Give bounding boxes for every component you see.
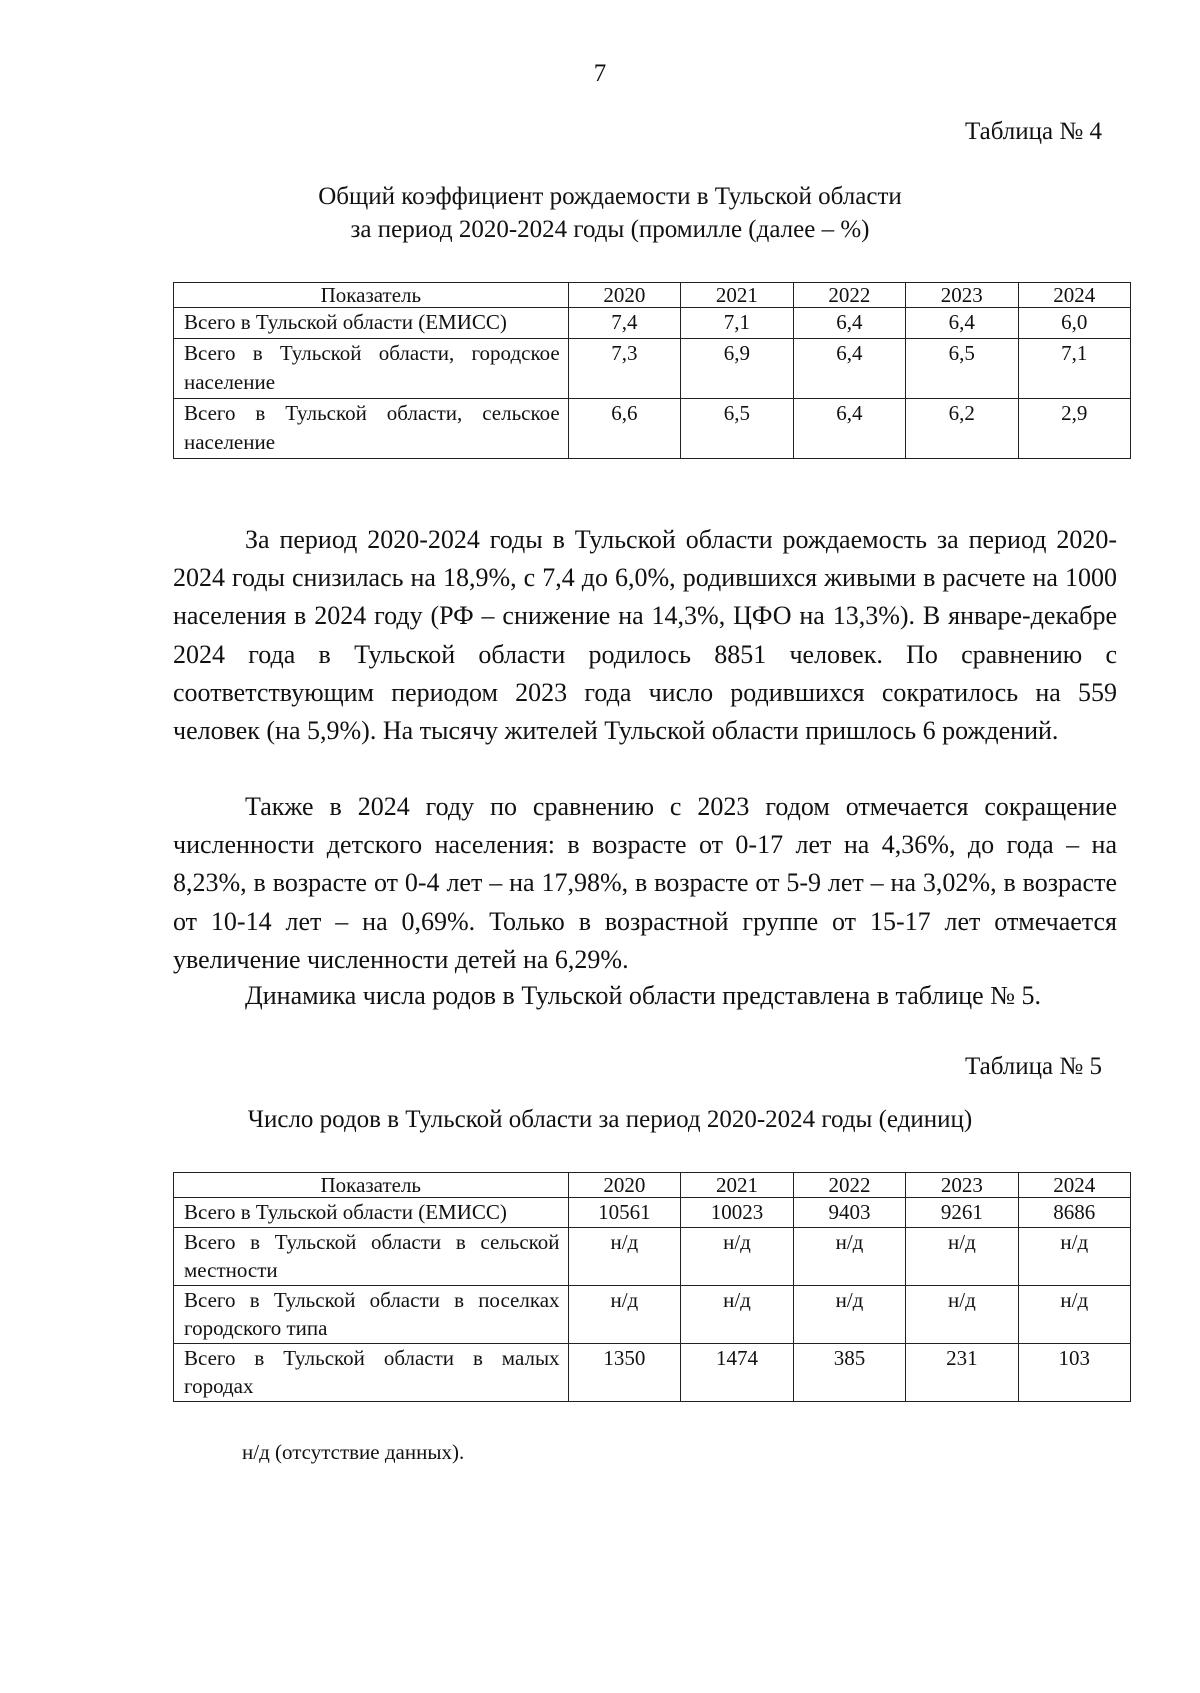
table-cell: 231 [906,1344,1018,1402]
table-row [174,308,1131,339]
table-cell: н/д [906,1228,1018,1286]
row-label: Всего в Тульской области в поселках городского типа [174,1286,569,1344]
table-cell: 385 [793,1344,905,1402]
table-5 [173,1172,1131,1402]
table-row [174,399,1131,459]
table-cell: 10023 [681,1198,794,1228]
table-cell: 6,5 [906,339,1018,399]
table-cell: 1474 [681,1344,794,1402]
footnote: н/д (отсутствие данных). [242,1440,465,1464]
table-cell: 103 [1018,1344,1130,1402]
table-5-header-cell: 2021 [681,1173,794,1198]
paragraph-child-population: Также в 2024 году по сравнению с 2023 годом отмечается сокращение численности детского населения: в возрасте от 0-17 лет на 4,36%, до года – на 8,23%, в возрасте от 0-4 лет – на 17,98%, в возрасте от 5-9 лет – на 3,02%, в возрасте от 10-14 лет – на 0,69%. Только в возрастной группе от 15-17 лет отмечается увеличение численности детей на 6,29%. [173,792,1117,974]
table-4-header-row [174,283,1131,308]
table-cell: 2,9 [1018,399,1131,459]
table-row [174,339,1131,399]
table-cell: 7,3 [568,339,680,399]
table-cell: 9403 [793,1198,905,1228]
table-5-header-cell: 2024 [1018,1173,1130,1198]
table-row [174,1198,1131,1228]
table-cell: 6,2 [906,399,1018,459]
table-4-header-cell: 2020 [568,283,680,308]
table-5-header-row [174,1173,1131,1198]
table-5-header-cell: 2023 [906,1173,1018,1198]
table-cell: 10561 [568,1198,681,1228]
table-cell: 6,4 [793,339,905,399]
table-cell: 7,1 [1018,339,1131,399]
row-label: Всего в Тульской области (ЕМИСС) [174,1198,569,1228]
paragraph-birth-rate: За период 2020-2024 годы в Тульской области рождаемость за период 2020-2024 годы снизилась на 18,9%, с 7,4 до 6,0%, родившихся живыми в расчете на 1000 населения в 2024 году (РФ – снижение на 14,3%, ЦФО на 13,3%). В январе-декабре 2024 года в Тульской области родилось 8851 человек. По сравнению с соответствующим периодом 2023 года число родившихся сократилось на 559 человек (на 5,9%). На тысячу жителей Тульской области пришлось 6 рождений. [173,525,1117,746]
table-4-title-line-1: Общий коэффициент рождаемости в Тульской области [318,183,902,210]
table-5-header-cell: 2022 [793,1173,905,1198]
table-cell: н/д [1018,1286,1130,1344]
table-5-header-cell: Показатель [174,1173,569,1198]
table-row [174,1286,1131,1344]
table-row [174,1228,1131,1286]
table-cell: 6,6 [568,399,680,459]
row-label: Всего в Тульской области в сельской местности [174,1228,569,1286]
table-cell: 6,4 [793,399,905,459]
table-4 [173,282,1131,459]
paragraph-table-5-reference: Динамика числа родов в Тульской области представлена в таблице № 5. [245,981,1042,1010]
table-4-title-line-2: за период 2020-2024 годы (промилле (далее – %) [350,216,870,243]
table-5-title: Число родов в Тульской области за период 2020-2024 годы (единиц) [247,1106,973,1133]
table-cell: н/д [1018,1228,1130,1286]
row-label: Всего в Тульской области, сельское население [174,399,569,459]
table-cell: 6,0 [1018,308,1131,339]
table-5-header-cell: 2020 [568,1173,681,1198]
table-cell: 9261 [906,1198,1018,1228]
row-label: Всего в Тульской области, городское население [174,339,569,399]
table-4-header-cell: 2022 [793,283,905,308]
table-cell: н/д [793,1228,905,1286]
row-label: Всего в Тульской области в малых городах [174,1344,569,1402]
table-5-label: Таблица № 5 [964,1053,1102,1080]
table-4-label: Таблица № 4 [964,118,1102,145]
table-cell: н/д [793,1286,905,1344]
page-number: 7 [593,60,607,87]
table-4-header-cell: 2024 [1018,283,1131,308]
table-cell: 6,4 [906,308,1018,339]
table-cell: 8686 [1018,1198,1130,1228]
row-label: Всего в Тульской области (ЕМИСС) [174,308,569,339]
table-cell: н/д [681,1286,794,1344]
table-cell: 6,4 [793,308,905,339]
table-cell: 7,1 [681,308,793,339]
table-cell: 7,4 [568,308,680,339]
table-cell: 6,9 [681,339,793,399]
table-cell: 6,5 [681,399,793,459]
table-cell: н/д [906,1286,1018,1344]
table-row [174,1344,1131,1402]
table-4-header-cell: Показатель [174,283,569,308]
table-4-header-cell: 2021 [681,283,793,308]
table-cell: н/д [681,1228,794,1286]
table-4-title [150,180,1070,246]
table-4-header-cell: 2023 [906,283,1018,308]
table-cell: 1350 [568,1344,681,1402]
table-cell: н/д [568,1228,681,1286]
table-cell: н/д [568,1286,681,1344]
